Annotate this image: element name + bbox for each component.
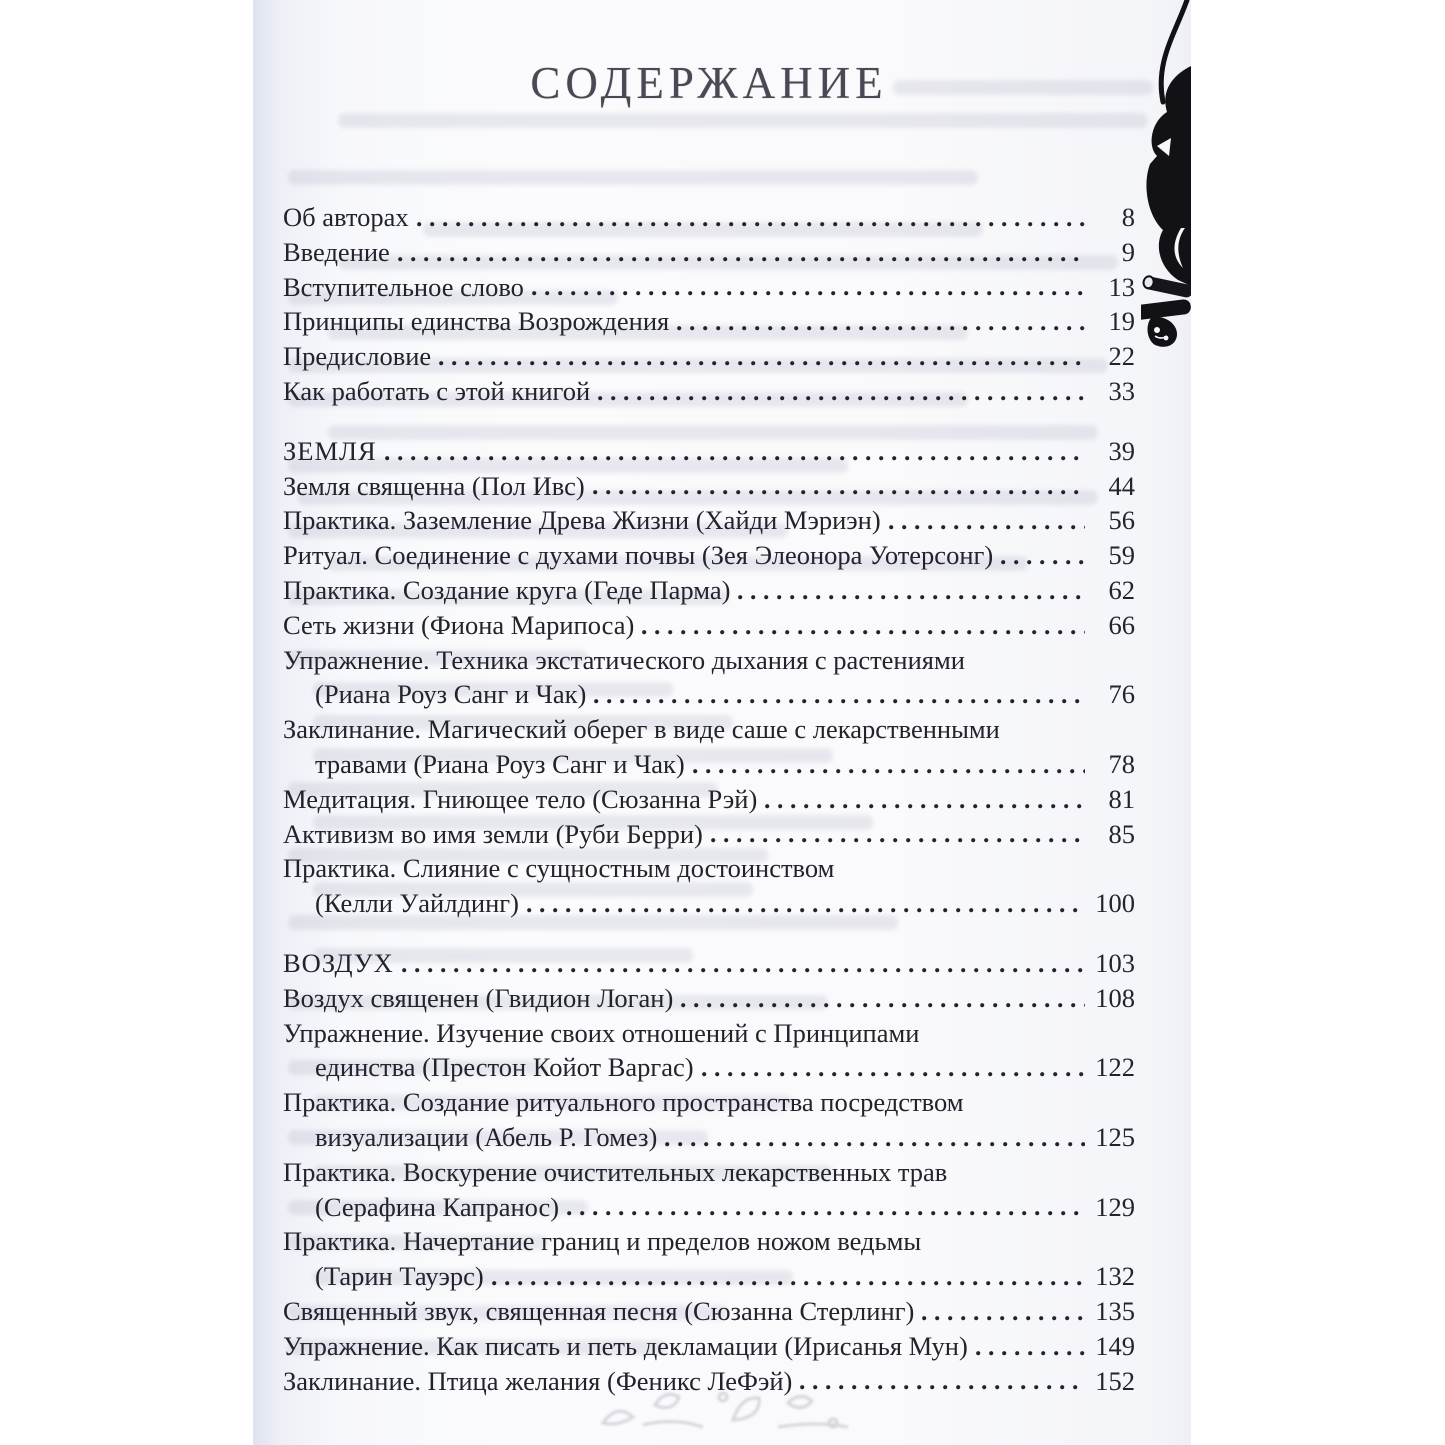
toc-list — [283, 200, 1135, 1398]
dot-leader — [730, 573, 1089, 608]
dot-leader — [968, 1329, 1089, 1364]
toc-page-number: 152 — [1095, 1365, 1135, 1396]
toc-entry-label: ЗЕМЛЯ — [283, 435, 377, 466]
toc-entry — [283, 1120, 1135, 1155]
toc-page-number: 13 — [1108, 271, 1135, 302]
toc-entry-label: Упражнение. Как писать и петь декламации (Ирисанья Мун) — [283, 1330, 968, 1361]
toc-entry-label: (Серафина Капранос) — [315, 1191, 560, 1222]
toc-entry — [283, 712, 1135, 747]
toc-entry-label: Вступительное слово — [283, 271, 524, 302]
toc-content — [283, 0, 1135, 1398]
toc-page-number: 100 — [1095, 888, 1135, 919]
dot-leader — [394, 946, 1089, 981]
toc-entry — [283, 643, 1135, 678]
toc-page-number: 56 — [1108, 505, 1135, 536]
toc-entry-label: Практика. Заземление Древа Жизни (Хайди Мэриэн) — [283, 505, 881, 536]
toc-page-number: 135 — [1095, 1295, 1135, 1326]
cauldron-fire-illustration — [1141, 0, 1191, 360]
toc-page-number: 62 — [1108, 574, 1135, 605]
toc-entry — [283, 538, 1135, 573]
toc-entry-label: Заклинание. Птица желания (Феникс ЛеФэй) — [283, 1365, 793, 1396]
book-page — [253, 0, 1191, 1445]
toc-entry — [283, 339, 1135, 374]
toc-page-number: 59 — [1108, 540, 1135, 571]
toc-entry-label: Активизм во имя земли (Руби Берри) — [283, 818, 703, 849]
dot-leader — [559, 1190, 1089, 1225]
dot-leader — [634, 608, 1089, 643]
toc-entry — [283, 1364, 1135, 1399]
dot-leader — [669, 304, 1089, 339]
toc-entry-label: Упражнение. Изучение своих отношений с Принципами — [283, 1017, 920, 1048]
toc-entry-label: Практика. Слияние с сущностным достоинством — [283, 853, 835, 884]
toc-entry — [283, 1259, 1135, 1294]
toc-entry — [283, 304, 1135, 339]
toc-entry-label: Священный звук, священная песня (Сюзанна Стерлинг) — [283, 1295, 915, 1326]
toc-entry-label: ВОЗДУХ — [283, 947, 394, 978]
page-title: СОДЕРЖАНИЕ — [530, 58, 888, 108]
toc-section-header — [283, 434, 1135, 469]
toc-entry-label: Предисловие — [283, 341, 432, 372]
toc-entry-label: Об авторах — [283, 202, 409, 232]
toc-entry-label: Упражнение. Техника экстатического дыхания с растениями — [283, 644, 965, 675]
toc-entry — [283, 747, 1135, 782]
toc-page-number: 129 — [1095, 1191, 1135, 1222]
dot-leader — [524, 270, 1089, 305]
toc-page-number: 9 — [1121, 236, 1135, 267]
toc-page-number: 78 — [1108, 748, 1135, 779]
dot-leader — [586, 677, 1089, 712]
toc-entry-label: Практика. Воскурение очистительных лекарственных трав — [283, 1156, 948, 1187]
toc-page-number: 44 — [1108, 470, 1135, 501]
toc-entry — [283, 1190, 1135, 1225]
toc-entry — [283, 469, 1135, 504]
dot-leader — [431, 339, 1089, 374]
dot-leader — [590, 374, 1089, 409]
toc-entry-label: единства (Престон Койот Варгас) — [315, 1052, 694, 1083]
dot-leader — [993, 538, 1089, 573]
toc-page-number: 125 — [1095, 1121, 1135, 1152]
toc-entry-label: Как работать с этой книгой — [283, 375, 591, 406]
dot-leader — [519, 886, 1089, 921]
toc-page-number: 103 — [1095, 947, 1135, 978]
dot-leader — [484, 1259, 1089, 1294]
toc-entry-label: Практика. Начертание границ и пределов ножом ведьмы — [283, 1226, 922, 1257]
dot-leader — [703, 817, 1089, 852]
toc-entry — [283, 886, 1135, 921]
toc-page-number: 8 — [1121, 202, 1135, 232]
toc-entry-label: (Тарин Тауэрс) — [315, 1261, 484, 1292]
toc-entry — [283, 503, 1135, 538]
toc-entry-label: Ритуал. Соединение с духами почвы (Зея Элеонора Уотерсонг) — [283, 540, 994, 571]
dot-leader — [694, 1050, 1089, 1085]
toc-entry — [283, 608, 1135, 643]
toc-entry — [283, 981, 1135, 1016]
toc-entry — [283, 374, 1135, 409]
toc-entry-label: Земля священна (Пол Ивс) — [283, 470, 585, 501]
toc-page-number: 33 — [1108, 375, 1135, 406]
toc-entry — [283, 1050, 1135, 1085]
dot-leader — [390, 235, 1089, 270]
toc-page-number: 122 — [1095, 1052, 1135, 1083]
toc-entry-label: Воздух священен (Гвидион Логан) — [283, 982, 674, 1013]
toc-section-header — [283, 946, 1135, 981]
toc-entry — [283, 1016, 1135, 1051]
dot-leader — [377, 434, 1089, 469]
dot-leader — [673, 981, 1089, 1016]
toc-entry — [283, 817, 1135, 852]
toc-entry-label: травами (Риана Роуз Санг и Чак) — [315, 748, 685, 779]
toc-entry — [283, 235, 1135, 270]
toc-entry — [283, 677, 1135, 712]
toc-entry — [283, 1224, 1135, 1259]
toc-page-number: 149 — [1095, 1330, 1135, 1361]
toc-page-number: 22 — [1108, 341, 1135, 372]
dot-leader — [409, 200, 1089, 235]
dot-leader — [914, 1294, 1089, 1329]
dot-leader — [881, 503, 1089, 538]
toc-entry — [283, 1329, 1135, 1364]
dot-leader — [657, 1120, 1089, 1155]
toc-entry — [283, 200, 1135, 235]
toc-entry — [283, 782, 1135, 817]
toc-page-number: 19 — [1108, 306, 1135, 337]
toc-entry — [283, 851, 1135, 886]
dot-leader — [792, 1364, 1089, 1399]
toc-entry — [283, 1085, 1135, 1120]
toc-entry-label: Принципы единства Возрождения — [283, 306, 670, 337]
toc-page-number: 108 — [1095, 982, 1135, 1013]
toc-entry — [283, 573, 1135, 608]
dot-leader — [685, 747, 1089, 782]
toc-entry-label: Медитация. Гниющее тело (Сюзанна Рэй) — [283, 783, 758, 814]
toc-entry-label: Заклинание. Магический оберег в виде саше с лекарственными — [283, 714, 1000, 745]
toc-page-number: 132 — [1095, 1261, 1135, 1292]
toc-entry — [283, 1294, 1135, 1329]
toc-entry-label: Сеть жизни (Фиона Марипоса) — [283, 609, 635, 640]
toc-entry-label: (Келли Уайлдинг) — [315, 888, 519, 919]
toc-entry-label: Введение — [283, 236, 390, 267]
dot-leader — [757, 782, 1089, 817]
toc-page-number: 85 — [1108, 818, 1135, 849]
dot-leader — [585, 469, 1089, 504]
toc-entry-label: визуализации (Абель Р. Гомез) — [315, 1121, 658, 1152]
toc-page-number: 76 — [1108, 679, 1135, 710]
toc-entry — [283, 1155, 1135, 1190]
toc-page-number: 39 — [1108, 435, 1135, 466]
toc-entry-label: (Риана Роуз Санг и Чак) — [315, 679, 587, 710]
toc-page-number: 81 — [1108, 783, 1135, 814]
toc-entry — [283, 270, 1135, 305]
toc-entry-label: Практика. Создание круга (Геде Парма) — [283, 574, 731, 605]
toc-page-number: 66 — [1108, 609, 1135, 640]
toc-entry-label: Практика. Создание ритуального пространства посредством — [283, 1087, 964, 1118]
